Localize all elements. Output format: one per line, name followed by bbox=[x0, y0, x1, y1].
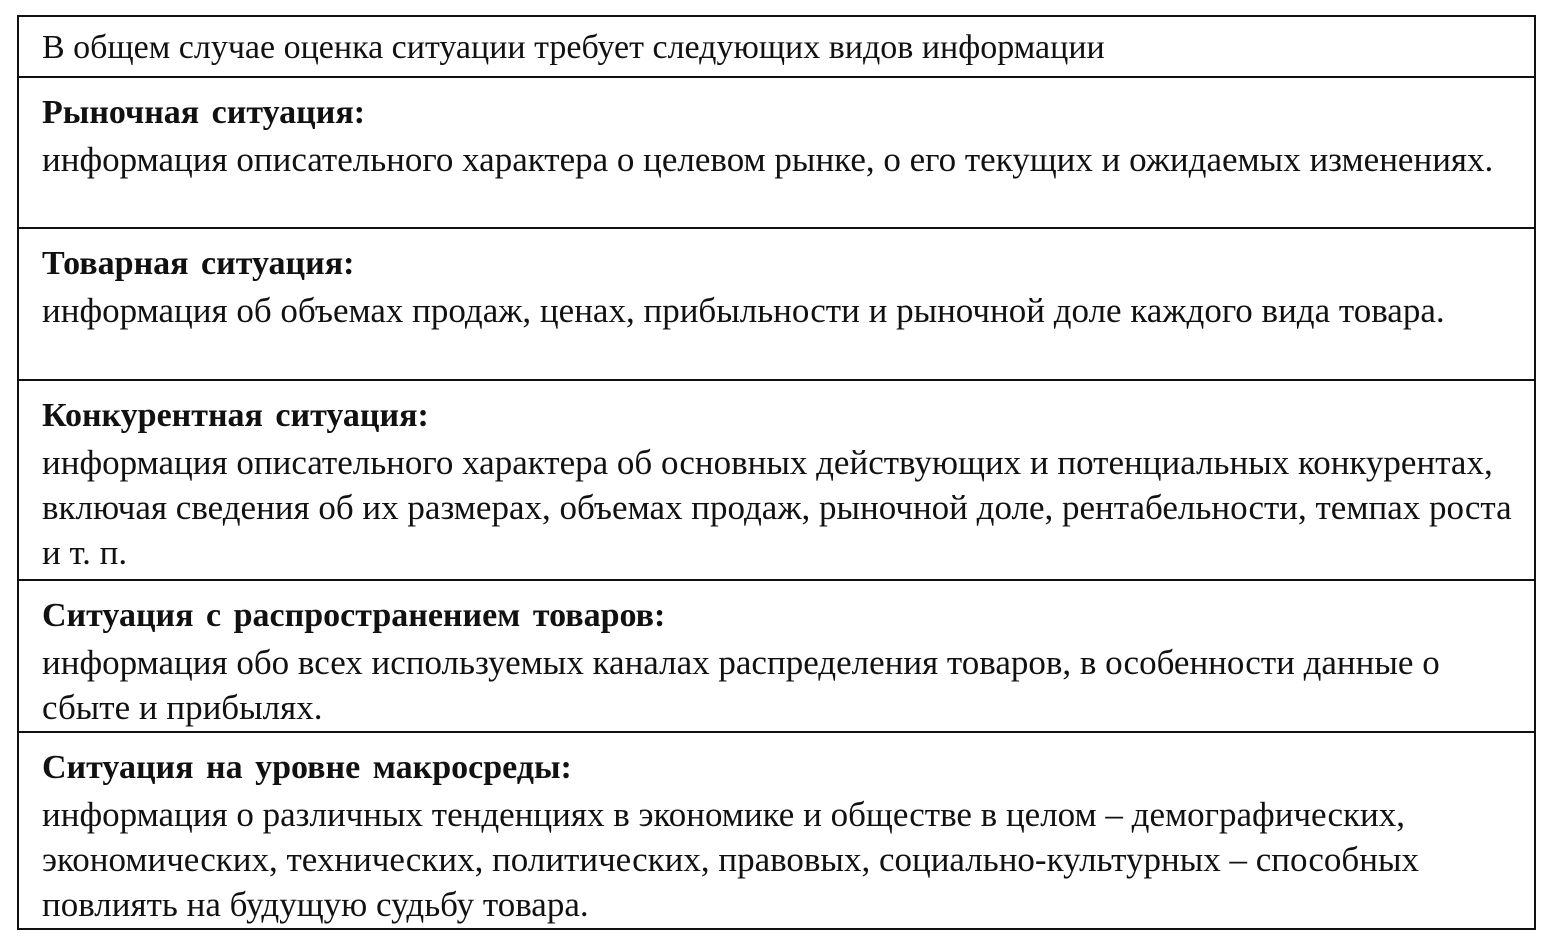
table-row-distribution-situation bbox=[19, 581, 1534, 733]
information-types-table bbox=[17, 15, 1536, 930]
table-row-competitive-situation bbox=[19, 381, 1534, 581]
row-description: информация о различных тенденциях в экономике и обществе в целом – демографических, экономических, технических, политических, правовых, социально-культурных – способных повлиять на будущую судьбу товара. bbox=[42, 795, 1419, 924]
table-header-row bbox=[19, 17, 1534, 78]
row-title: Ситуация на уровне макросреды: bbox=[42, 749, 572, 786]
row-title: Рыночная ситуация: bbox=[42, 94, 366, 131]
table-row-product-situation bbox=[19, 229, 1534, 381]
row-description: информация описательного характера об основных действующих и потенциальных конкурентах, включая сведения об их размерах, объемах продаж, рыночной доле, рентабельности, темпах роста и т. п. bbox=[42, 443, 1512, 572]
row-title: Товарная ситуация: bbox=[42, 245, 355, 282]
row-description: информация об объемах продаж, ценах, прибыльности и рыночной доле каждого вида товара. bbox=[42, 291, 1445, 330]
table-header-text: В общем случае оценка ситуации требует следующих видов информации bbox=[42, 29, 1105, 66]
row-title: Ситуация с распространением товаров: bbox=[42, 597, 666, 634]
row-description: информация обо всех используемых каналах распределения товаров, в особенности данные о сбыте и прибылях. bbox=[42, 643, 1440, 727]
row-title: Конкурентная ситуация: bbox=[42, 397, 429, 434]
row-description: информация описательного характера о целевом рынке, о его текущих и ожидаемых изменениях. bbox=[42, 140, 1494, 179]
table-row-market-situation bbox=[19, 78, 1534, 229]
table-row-macroenvironment-situation bbox=[19, 733, 1534, 928]
